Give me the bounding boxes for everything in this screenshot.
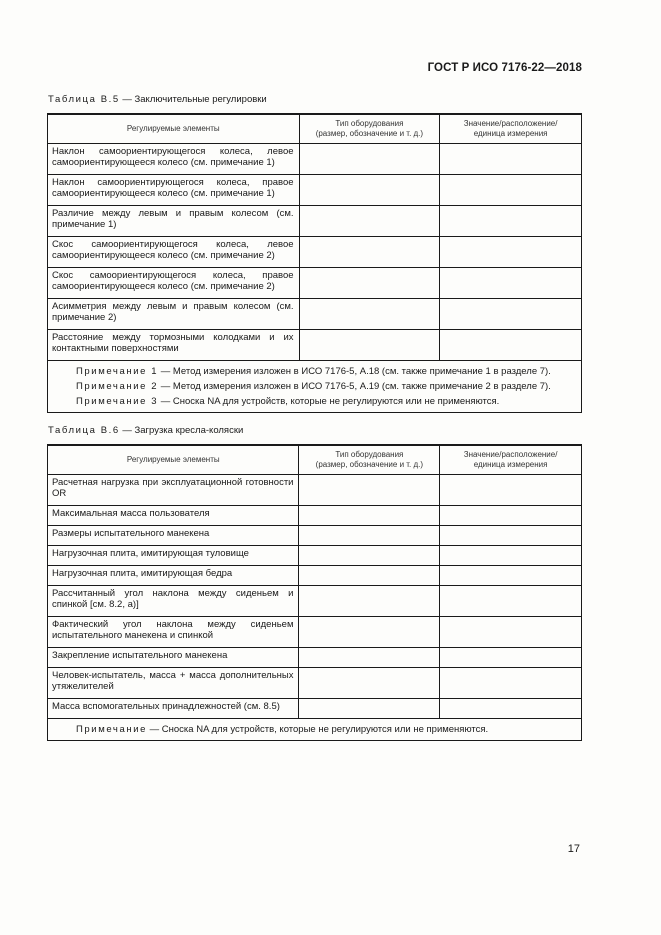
value-cell [440, 585, 582, 616]
table-b5-caption-separator: — [119, 94, 135, 105]
value-cell [440, 329, 582, 360]
equipment-type-cell [299, 205, 440, 236]
table-row [48, 143, 582, 174]
table-b5-header-value: Значение/расположение/ единица измерения [440, 114, 582, 143]
table-b5-caption-label: Таблица В.5 [48, 94, 120, 105]
row-element-label: Размеры испытательного манекена [48, 525, 299, 545]
equipment-type-cell [299, 565, 440, 585]
table-b5-header-equipment-type: Тип оборудования (размер, обозначение и т. д.) [299, 114, 440, 143]
row-element-label: Наклон самоориентирующегося колеса, правое самоориентирующееся колесо (см. примечание 1) [48, 174, 300, 205]
document-code: ГОСТ Р ИСО 7176-22—2018 [427, 62, 582, 74]
table-b6-header-equipment-type: Тип оборудования (размер, обозначение и т. д.) [299, 445, 440, 474]
table-row [48, 667, 582, 698]
equipment-type-cell [299, 545, 440, 565]
equipment-type-cell [299, 298, 440, 329]
table-b6-caption-title: Загрузка кресла-коляски [134, 425, 244, 436]
value-cell [440, 505, 582, 525]
table-row [48, 565, 582, 585]
table-b5-notes-row [48, 360, 582, 412]
value-cell [440, 174, 582, 205]
note-label: Примечание 3 [76, 395, 159, 407]
table-row [48, 474, 582, 505]
note-text: — Метод измерения изложен в ИСО 7176-5, А.19 (см. также примечание 2 в разделе 7). [158, 380, 551, 392]
table-row [48, 205, 582, 236]
row-element-label: Фактический угол наклона между сиденьем испытательного манекена и спинкой [48, 616, 299, 647]
row-element-label: Расстояние между тормозными колодками и их контактными поверхностями [48, 329, 300, 360]
value-cell [440, 298, 582, 329]
table-row [48, 616, 582, 647]
row-element-label: Скос самоориентирующегося колеса, правое самоориентирующееся колесо (см. примечание 2) [48, 267, 300, 298]
table-row [48, 585, 582, 616]
value-cell [440, 143, 582, 174]
row-element-label: Асимметрия между левым и правым колесом (см. примечание 2) [48, 298, 300, 329]
table-b6-caption [48, 425, 243, 436]
equipment-type-cell [299, 647, 440, 667]
value-cell [440, 267, 582, 298]
equipment-type-cell [299, 505, 440, 525]
equipment-type-cell [299, 698, 440, 718]
value-cell [440, 698, 582, 718]
equipment-type-cell [299, 667, 440, 698]
table-row [48, 698, 582, 718]
equipment-type-cell [299, 585, 440, 616]
value-cell [440, 667, 582, 698]
table-b6-notes [48, 718, 582, 740]
value-cell [440, 474, 582, 505]
value-cell [440, 616, 582, 647]
table-row [48, 329, 582, 360]
equipment-type-cell [299, 616, 440, 647]
equipment-type-cell [299, 474, 440, 505]
value-cell [440, 565, 582, 585]
note-label: Примечание 2 [76, 380, 159, 392]
equipment-type-cell [299, 267, 440, 298]
row-element-label: Различие между левым и правым колесом (см. примечание 1) [48, 205, 300, 236]
table-row [48, 236, 582, 267]
table-b6-caption-label: Таблица В.6 [48, 425, 120, 436]
table-b6-note [76, 722, 575, 737]
table-b5-note-2 [76, 379, 575, 394]
table-b6-header-value: Значение/расположение/ единица измерения [440, 445, 582, 474]
value-cell [440, 545, 582, 565]
table-b5-note-1 [76, 364, 575, 379]
table-b6 [47, 444, 582, 741]
value-cell [440, 647, 582, 667]
note-text: — Сноска NA для устройств, которые не регулируются или не применяются. [158, 395, 500, 407]
row-element-label: Рассчитанный угол наклона между сиденьем и спинкой [см. 8.2, а)] [48, 585, 299, 616]
row-element-label: Нагрузочная плита, имитирующая бедра [48, 565, 299, 585]
value-cell [440, 205, 582, 236]
equipment-type-cell [299, 174, 440, 205]
equipment-type-cell [299, 329, 440, 360]
table-b6-notes-row [48, 718, 582, 740]
table-row [48, 267, 582, 298]
table-row [48, 505, 582, 525]
table-b6-header-elements: Регулируемые элементы [48, 445, 299, 474]
note-text: — Сноска NA для устройств, которые не регулируются или не применяются. [147, 723, 489, 735]
note-label: Примечание [76, 723, 147, 735]
row-element-label: Нагрузочная плита, имитирующая туловище [48, 545, 299, 565]
table-row [48, 545, 582, 565]
row-element-label: Масса вспомогательных принадлежностей (см. 8.5) [48, 698, 299, 718]
table-b5 [47, 113, 582, 413]
note-label: Примечание 1 [76, 365, 159, 377]
equipment-type-cell [299, 143, 440, 174]
table-row [48, 647, 582, 667]
row-element-label: Человек-испытатель, масса + масса дополнительных утяжелителей [48, 667, 299, 698]
row-element-label: Скос самоориентирующегося колеса, левое самоориентирующееся колесо (см. примечание 2) [48, 236, 300, 267]
table-b5-header-elements: Регулируемые элементы [48, 114, 300, 143]
equipment-type-cell [299, 525, 440, 545]
table-row [48, 174, 582, 205]
table-b6-caption-separator: — [119, 425, 135, 436]
table-b5-note-3 [76, 394, 575, 409]
table-row [48, 525, 582, 545]
row-element-label: Закрепление испытательного манекена [48, 647, 299, 667]
value-cell [440, 236, 582, 267]
row-element-label: Максимальная масса пользователя [48, 505, 299, 525]
note-text: — Метод измерения изложен в ИСО 7176-5, А.18 (см. также примечание 1 в разделе 7). [158, 365, 551, 377]
table-b5-notes [48, 360, 582, 412]
table-row [48, 298, 582, 329]
page-number: 17 [567, 843, 580, 855]
equipment-type-cell [299, 236, 440, 267]
value-cell [440, 525, 582, 545]
table-b5-caption [48, 94, 267, 105]
row-element-label: Наклон самоориентирующегося колеса, левое самоориентирующееся колесо (см. примечание 1) [48, 143, 300, 174]
table-b5-caption-title: Заключительные регулировки [134, 94, 267, 105]
row-element-label: Расчетная нагрузка при эксплуатационной готовности OR [48, 474, 299, 505]
